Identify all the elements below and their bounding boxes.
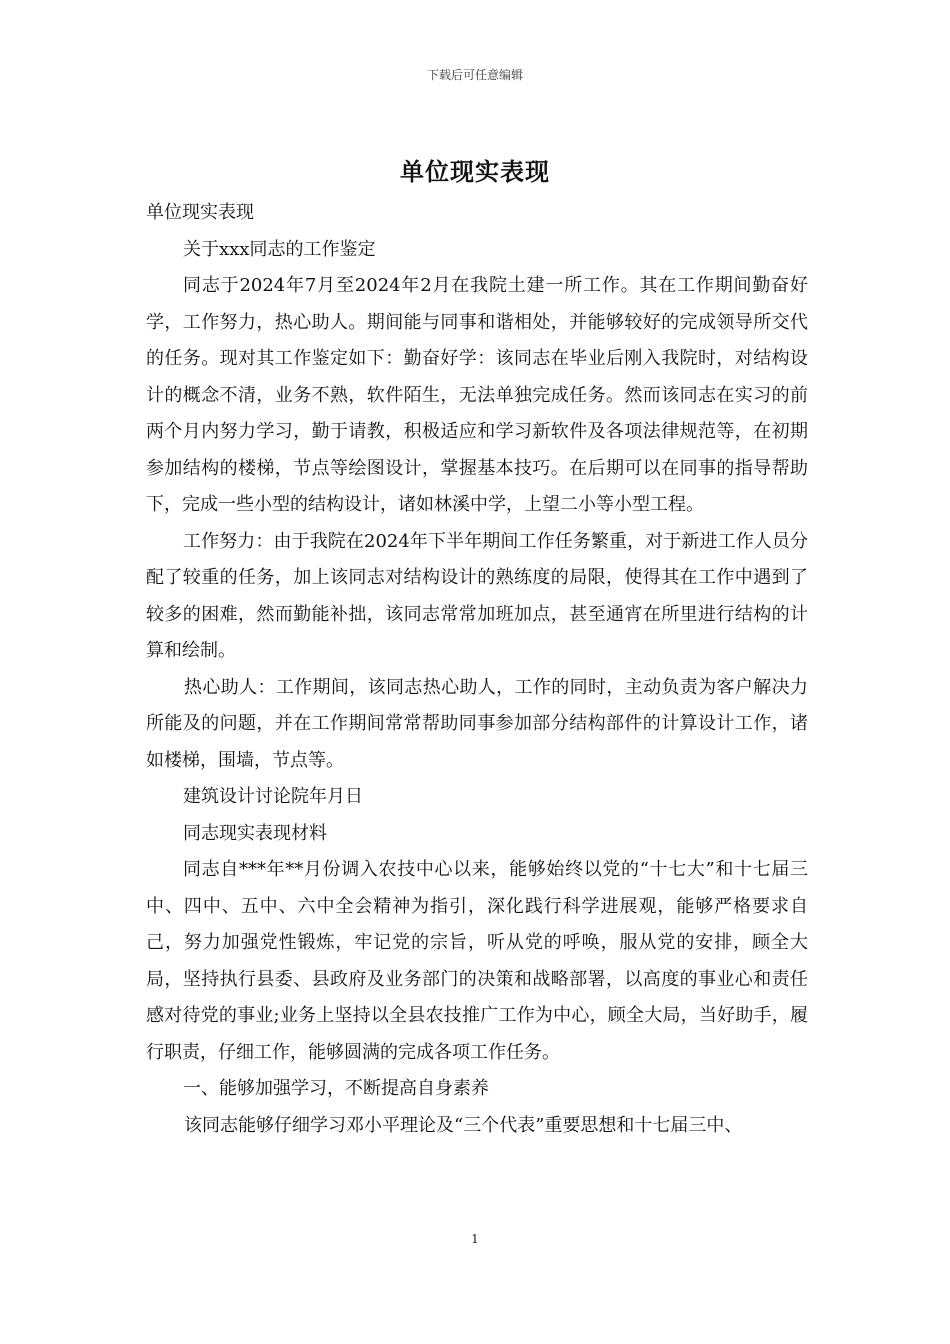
- document-body: [146, 195, 808, 1144]
- document-title: 单位现实表现: [400, 157, 550, 186]
- paragraph-appraisal-intro: 同志于2024年7月至2024年2月在我院土建一所工作。其在工作期间勤奋好学，工作努力，热心助人。期间能与同事和谐相处，并能够较好的完成领导所交代的任务。现对其工作鉴定如下：勤奋好学：该同志在毕业后刚入我院时，对结构设计的概念不清，业务不熟，软件陌生，无法单独完成任务。然而该同志在实习的前两个月内努力学习，勤于请教，积极适应和学习新软件及各项法律规范等，在初期参加结构的楼梯，节点等绘图设计，掌握基本技巧。在后期可以在同事的指导帮助下，完成一些小型的结构设计，诸如林溪中学，上望二小等小型工程。: [146, 275, 808, 515]
- paragraph-subtitle: 单位现实表现: [146, 202, 254, 223]
- page-number: 1: [471, 1232, 479, 1246]
- paragraph-helpful: 热心助人：工作期间，该同志热心助人，工作的同时，主动负责为客户解决力所能及的问题，并在工作期间常常帮助同事参加部分结构部件的计算设计工作，诸如楼梯，围墙，节点等。: [146, 676, 808, 771]
- paragraph-study: 该同志能够仔细学习邓小平理论及“三个代表”重要思想和十七届三中、: [184, 1114, 743, 1136]
- paragraph-hard-work: 工作努力：由于我院在2024年下半年期间工作任务繁重，对于新进工作人员分配了较重的任务，加上该同志对结构设计的熟练度的局限，使得其在工作中遇到了较多的困难，然而勤能补拙，该同志常常加班加点，甚至通宵在所里进行结构的计算和绘制。: [146, 530, 808, 661]
- paragraph-heading-material: 同志现实表现材料: [183, 822, 327, 844]
- paragraph-section-one: 一、能够加强学习，不断提高自身素养: [183, 1078, 489, 1099]
- paragraph-heading-appraisal: 关于xxx同志的工作鉴定: [183, 238, 376, 260]
- paragraph-material-intro: 同志自***年**月份调入农技中心以来，能够始终以党的“十七大”和十七届三中、四中、五中、六中全会精神为指引，深化践行科学进展观，能够严格要求自己，努力加强党性锻炼，牢记党的宗旨，听从党的呼唤，服从党的安排，顾全大局，坚持执行县委、县政府及业务部门的决策和战略部署，以高度的事业心和责任感对待党的事业;业务上坚持以全县农技推广工作为中心，顾全大局，当好助手，履行职责，仔细工作，能够圆满的完成各项工作任务。: [146, 859, 808, 1063]
- header-note: 下载后可任意编辑: [426, 68, 523, 82]
- paragraph-signature: 建筑设计讨论院年月日: [183, 786, 363, 807]
